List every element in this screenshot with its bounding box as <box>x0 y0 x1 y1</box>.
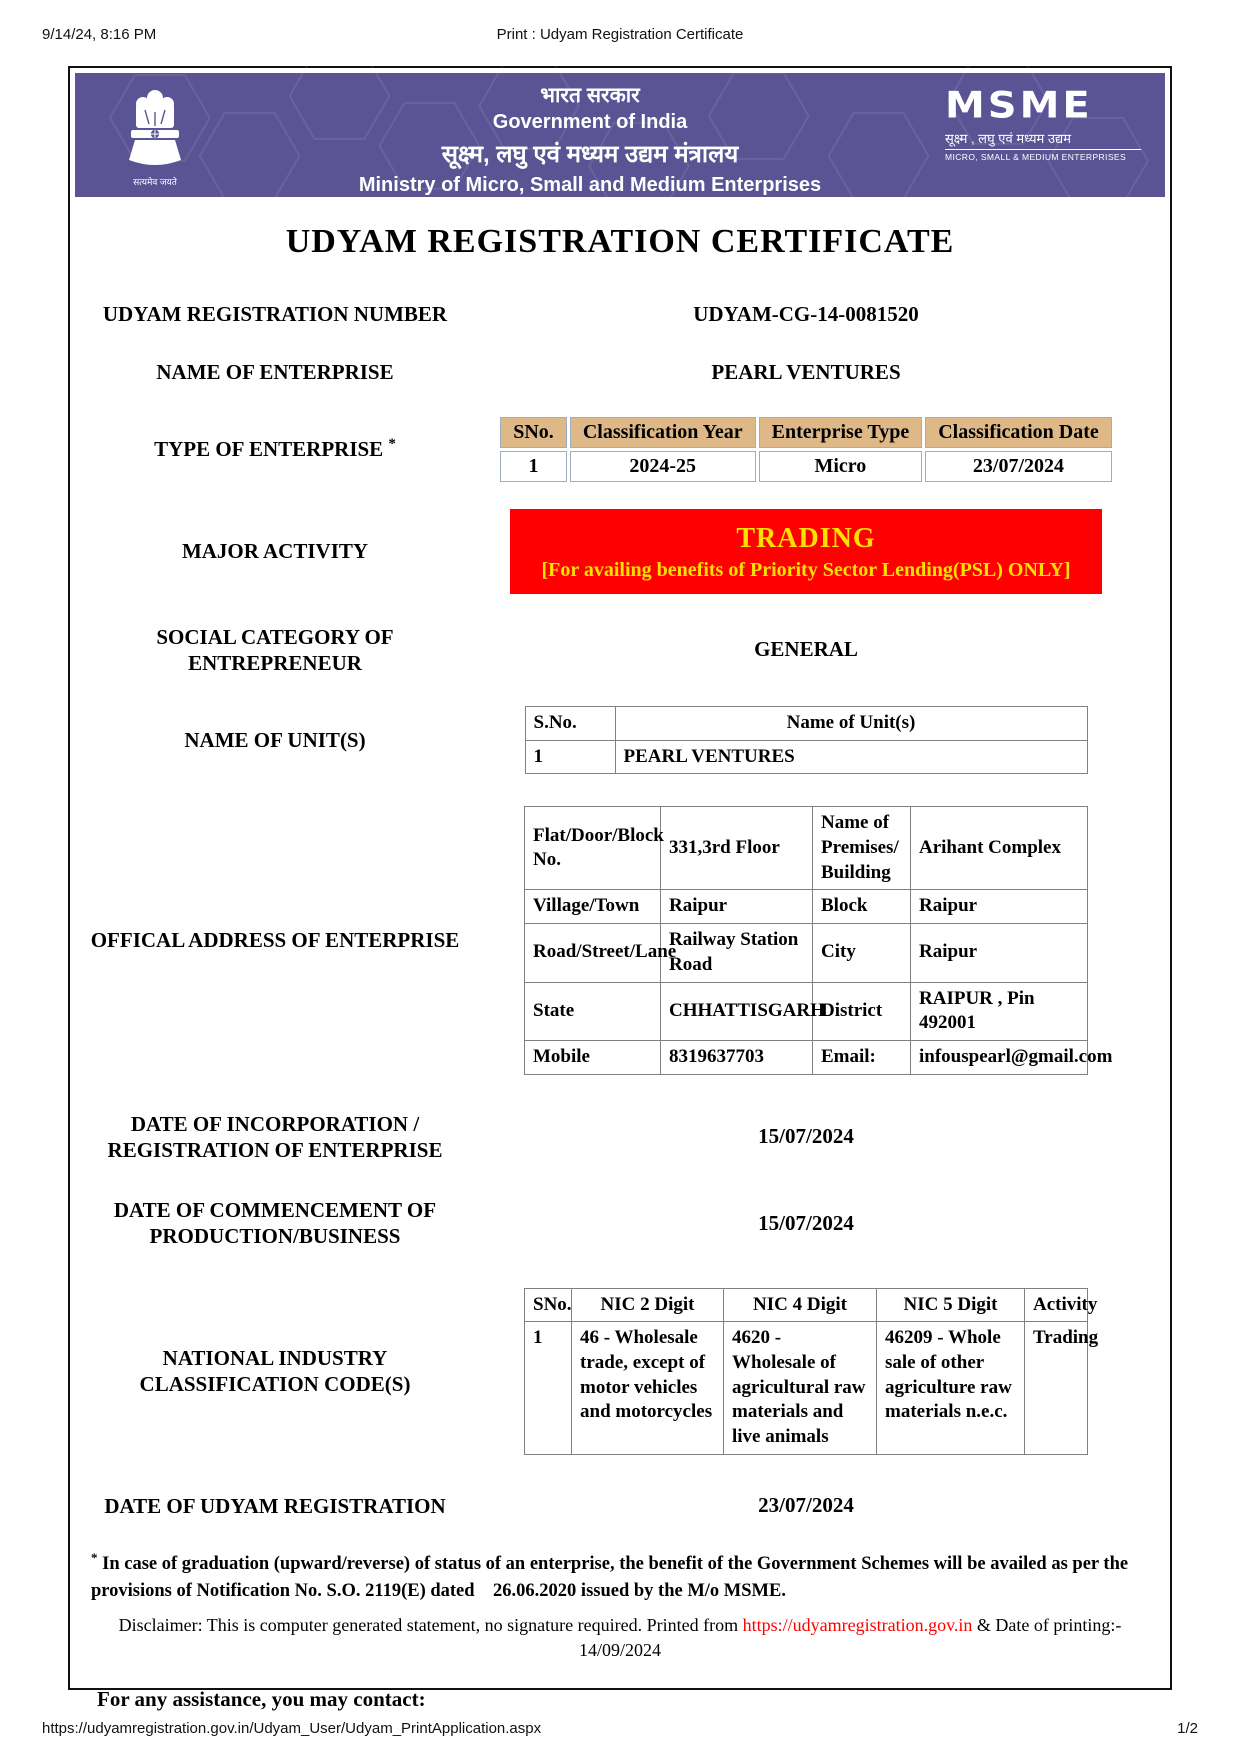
udyam-registration-date-value: 23/07/2024 <box>758 1493 854 1518</box>
nic-cell-5digit: 46209 - Whole sale of other agriculture raw materials n.e.c. <box>877 1322 1025 1454</box>
type-asterisk: * <box>388 436 396 453</box>
assistance-heading: For any assistance, you may contact: <box>97 1686 426 1711</box>
commencement-date-value: 15/07/2024 <box>758 1210 854 1235</box>
enterprise-type-label: TYPE OF ENTERPRISE * <box>154 436 396 462</box>
msme-logo-divider <box>945 149 1141 150</box>
type-table-cell-year: 2024-25 <box>570 451 756 482</box>
registration-number-label: UDYAM REGISTRATION NUMBER <box>102 302 448 326</box>
type-table-header-enttype: Enterprise Type <box>759 417 923 448</box>
address-label: OFFICAL ADDRESS OF ENTERPRISE <box>90 928 460 953</box>
udyam-registration-date-row <box>89 1493 1151 1519</box>
table-header-row <box>500 417 1112 448</box>
type-table-cell-sno: 1 <box>500 451 567 482</box>
disclaimer-text: Disclaimer: This is computer generated statement, no signature required. Printed from <box>118 1614 743 1635</box>
nic-label: NATIONAL INDUSTRY CLASSIFICATION CODE(S) <box>139 1345 411 1397</box>
table-row <box>525 982 1088 1040</box>
nic-table <box>524 1288 1099 1455</box>
enterprise-name-value: PEARL VENTURES <box>711 359 901 384</box>
msme-logo <box>945 73 1165 197</box>
units-row <box>89 706 1151 774</box>
certificate-page <box>68 66 1172 1711</box>
addr-mobile-value: 8319637703 <box>661 1040 813 1074</box>
nic-header-2digit: NIC 2 Digit <box>572 1288 724 1322</box>
registration-number-value: UDYAM-CG-14-0081520 <box>693 301 919 326</box>
print-page-number: 1/2 <box>1177 1720 1198 1737</box>
nic-header-4digit: NIC 4 Digit <box>724 1288 877 1322</box>
print-footer <box>42 1720 1198 1740</box>
ministry-banner <box>75 73 1165 197</box>
type-table-cell-enttype: Micro <box>759 451 923 482</box>
hindi-government-title: भारत सरकार <box>540 84 640 107</box>
table-row <box>525 924 1088 982</box>
addr-district-value: RAIPUR , Pin 492001 <box>911 982 1088 1040</box>
type-table-header-date: Classification Date <box>925 417 1112 448</box>
address-row <box>89 806 1151 1074</box>
addr-email-label: Email: <box>813 1040 911 1074</box>
nic-cell-4digit: 4620 - Wholesale of agricultural raw materials and live animals <box>724 1322 877 1454</box>
units-cell-name: PEARL VENTURES <box>615 740 1087 774</box>
addr-road-label: Road/Street/Lane <box>525 924 661 982</box>
footnote-text: In case of graduation (upward/reverse) of status of an enterprise, the benefit of the Government Schemes will be availed as per the provisions of Notification No. S.O. 2119(E) dated 26.06.2020 issued by the M/o MSME. <box>91 1554 1129 1601</box>
addr-state-label: State <box>525 982 661 1040</box>
print-title: Print : Udyam Registration Certificate <box>496 26 744 43</box>
table-row <box>525 890 1088 924</box>
addr-village-value: Raipur <box>661 890 813 924</box>
addr-premises-label: Name of Premises/ Building <box>813 807 911 890</box>
commencement-date-label: DATE OF COMMENCEMENT OF PRODUCTION/BUSINESS <box>113 1198 437 1249</box>
disclaimer <box>99 1613 1141 1638</box>
nic-cell-activity: Trading <box>1025 1322 1088 1454</box>
nic-header-5digit: NIC 5 Digit <box>877 1288 1025 1322</box>
major-activity-label: MAJOR ACTIVITY <box>181 538 369 563</box>
social-category-value: GENERAL <box>754 637 858 662</box>
table-header-row <box>525 707 1087 741</box>
udyamregistration-link[interactable]: https://udyamregistration.gov.in <box>742 1614 973 1635</box>
addr-block-value: Raipur <box>911 890 1088 924</box>
major-activity-row <box>89 509 1151 594</box>
disclaimer-suffix: & Date of printing:- <box>972 1614 1122 1635</box>
major-activity-value: TRADING <box>736 522 876 554</box>
commencement-date-row <box>89 1197 1151 1250</box>
addr-state-value: CHHATTISGARH <box>661 982 813 1040</box>
type-table-cell-date: 23/07/2024 <box>925 451 1112 482</box>
enterprise-type-table <box>497 414 1115 485</box>
addr-city-label: City <box>813 924 911 982</box>
units-header-sno: S.No. <box>525 707 615 741</box>
addr-block-label: Block <box>813 890 911 924</box>
table-row <box>525 807 1088 890</box>
hindi-ministry-title: सूक्ष्म, लघु एवं मध्यम उद्यम मंत्रालय <box>441 141 739 168</box>
printing-date: 14/09/2024 <box>578 1639 661 1660</box>
emblem-motto: सत्यमेव जयते <box>133 177 177 187</box>
graduation-footnote <box>91 1549 1149 1605</box>
print-header <box>42 26 1198 46</box>
table-row <box>525 1040 1088 1074</box>
nic-cell-2digit: 46 - Wholesale trade, except of motor vehicles and motorcycles <box>572 1322 724 1454</box>
msme-logo-icon: MSME <box>945 84 1093 127</box>
addr-email-value: infouspearl@gmail.com <box>911 1040 1088 1074</box>
social-category-row <box>89 624 1151 677</box>
emblem-block <box>75 73 235 197</box>
nic-header-activity: Activity <box>1025 1288 1088 1322</box>
msme-logo-hindi: सूक्ष्म , लघु एवं मध्यम उद्यम <box>945 131 1071 146</box>
nic-cell-sno: 1 <box>525 1322 572 1454</box>
footnote-asterisk: * <box>91 1549 98 1565</box>
addr-road-value: Railway Station Road <box>661 924 813 982</box>
udyam-registration-date-label: DATE OF UDYAM REGISTRATION <box>104 1493 446 1518</box>
addr-mobile-label: Mobile <box>525 1040 661 1074</box>
addr-village-label: Village/Town <box>525 890 661 924</box>
msme-logo-caption: MICRO, SMALL & MEDIUM ENTERPRISES <box>945 152 1127 162</box>
certificate-title: UDYAM REGISTRATION CERTIFICATE <box>285 223 955 260</box>
nic-row <box>89 1288 1151 1455</box>
units-label: NAME OF UNIT(S) <box>184 728 366 753</box>
incorporation-date-row <box>89 1111 1151 1164</box>
addr-flat-label: Flat/Door/Block No. <box>525 807 661 890</box>
type-table-header-sno: SNo. <box>500 417 567 448</box>
table-row <box>500 451 1112 482</box>
print-footer-url: https://udyamregistration.gov.in/Udyam_User/Udyam_PrintApplication.aspx <box>42 1720 542 1737</box>
table-row <box>525 740 1087 774</box>
nic-header-sno: SNo. <box>525 1288 572 1322</box>
emblem-of-india-icon <box>123 82 187 174</box>
addr-city-value: Raipur <box>911 924 1088 982</box>
address-table <box>524 806 1113 1074</box>
major-activity-banner <box>510 509 1102 594</box>
addr-flat-value: 331,3rd Floor <box>661 807 813 890</box>
print-datetime: 9/14/24, 8:16 PM <box>42 26 157 43</box>
units-cell-sno: 1 <box>525 740 615 774</box>
ministry-titles <box>235 73 945 197</box>
addr-premises-value: Arihant Complex <box>911 807 1088 890</box>
major-activity-note: [For availing benefits of Priority Sector Lending(PSL) ONLY] <box>541 558 1071 581</box>
enterprise-type-row <box>89 414 1151 485</box>
type-table-header-year: Classification Year <box>570 417 756 448</box>
units-header-name: Name of Unit(s) <box>615 707 1087 741</box>
government-title: Government of India <box>492 111 688 133</box>
ministry-title: Ministry of Micro, Small and Medium Enterprises <box>358 174 822 196</box>
social-category-label: SOCIAL CATEGORY OF ENTREPRENEUR <box>156 624 394 675</box>
registration-number-row <box>89 301 1151 327</box>
enterprise-name-row <box>89 359 1151 385</box>
enterprise-name-label: NAME OF ENTERPRISE <box>156 360 394 385</box>
table-header-row <box>525 1288 1088 1322</box>
addr-district-label: District <box>813 982 911 1040</box>
units-table <box>525 706 1088 774</box>
incorporation-date-label: DATE OF INCORPORATION / REGISTRATION OF ENTERPRISE <box>107 1111 443 1162</box>
table-row <box>525 1322 1088 1454</box>
incorporation-date-value: 15/07/2024 <box>758 1124 854 1149</box>
